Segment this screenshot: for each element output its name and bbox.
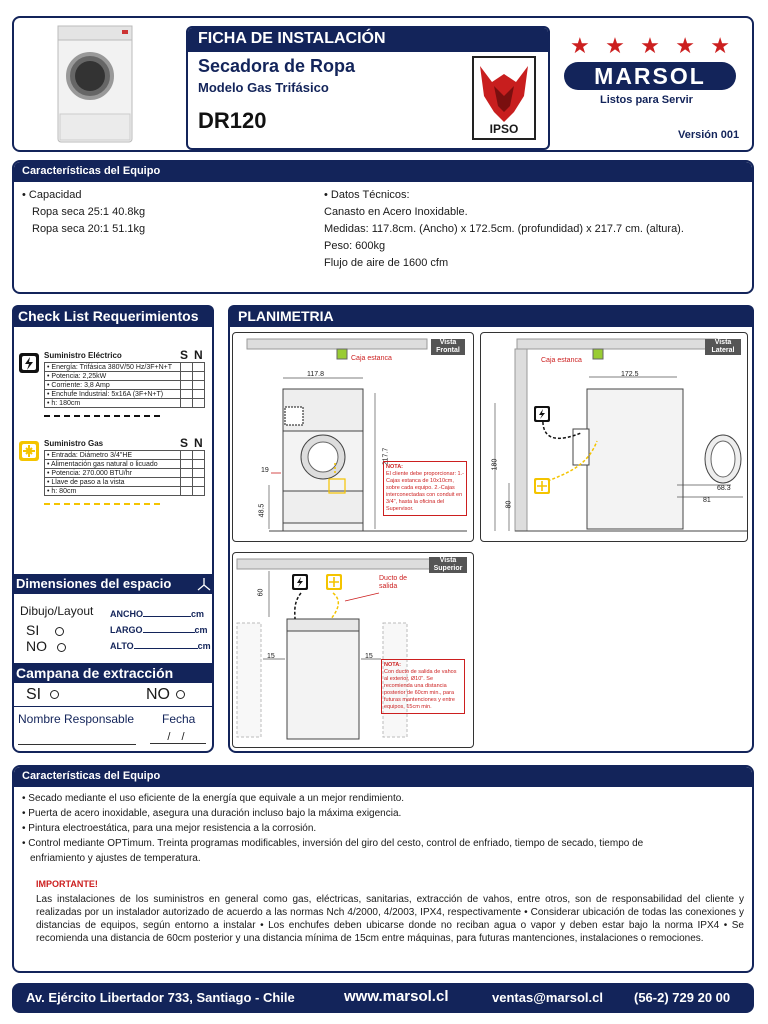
brand-name: MARSOL xyxy=(564,62,736,90)
option-label: SI xyxy=(26,622,40,638)
note-text: El cliente debe proporcionar: 1.- Cajas estanca de 10x10cm, sobre cada equipo. 2.-Cajas interconectadas con conduit en 3/4", hasta la oficina del Supervisor. xyxy=(386,471,464,512)
check-cell-n[interactable] xyxy=(193,381,205,390)
option-label: NO xyxy=(26,638,47,654)
dimension-label: 117.8 xyxy=(307,371,324,378)
characteristics-section xyxy=(12,160,754,294)
gas-label: Suministro Gas xyxy=(44,439,104,448)
unit-label: cm xyxy=(194,625,208,635)
largo-field[interactable] xyxy=(110,625,208,635)
check-cell-n[interactable] xyxy=(193,363,205,372)
electric-dash-line xyxy=(44,415,160,417)
radio-button[interactable] xyxy=(50,690,59,699)
requirement-cell: • Potencia: 2,25kW xyxy=(45,372,181,381)
table-row xyxy=(45,372,205,381)
title-box xyxy=(186,26,550,150)
star-icon: ★ xyxy=(710,33,730,58)
requirement-cell: • h: 80cm xyxy=(45,487,181,496)
requirement-cell: • Corriente: 3,8 Amp xyxy=(45,381,181,390)
tagline: Listos para Servir xyxy=(600,94,693,106)
capacity-line: • Capacidad xyxy=(22,189,82,201)
table-row xyxy=(45,451,205,460)
view-tag: Vista Superior xyxy=(429,557,467,573)
requirement-cell: • h: 180cm xyxy=(45,399,181,408)
characteristics-title: Características del Equipo xyxy=(14,162,752,182)
gas-icon xyxy=(18,440,40,462)
field-label: ALTO xyxy=(110,641,134,651)
note-title: NOTA: xyxy=(386,464,404,470)
model-code: DR120 xyxy=(198,108,267,133)
list-item: • Pintura electroestática, para una mejor resistencia a la corrosión. xyxy=(22,823,317,834)
option-label: NO xyxy=(146,686,170,703)
dimension-label: 180 xyxy=(491,458,499,471)
front-note xyxy=(383,461,467,516)
check-cell-s[interactable] xyxy=(181,487,193,496)
title-bar: FICHA DE INSTALACIÓN xyxy=(188,28,548,52)
check-cell-s[interactable] xyxy=(181,372,193,381)
electric-s-header: S xyxy=(180,348,189,362)
star-icon: ★ xyxy=(640,33,660,58)
electric-icon xyxy=(291,573,309,591)
star-icon: ★ xyxy=(570,33,590,58)
dimension-label: 15 xyxy=(267,653,275,660)
check-cell-n[interactable] xyxy=(193,469,205,478)
list-item: • Puerta de acero inoxidable, asegura una duración incluso bajo la máxima exigencia. xyxy=(22,808,402,819)
radio-button[interactable] xyxy=(55,627,64,636)
product-subtitle: Secadora de Ropa xyxy=(198,56,356,76)
hood-title: Campana de extracción xyxy=(12,663,214,683)
field-line[interactable] xyxy=(143,632,195,633)
requirement-cell: • Potencia: 270.000 BTU/hr xyxy=(45,469,181,478)
check-cell-n[interactable] xyxy=(193,451,205,460)
unit-label: cm xyxy=(197,641,211,651)
check-cell-n[interactable] xyxy=(193,390,205,399)
gas-icon xyxy=(325,573,343,591)
alto-field[interactable] xyxy=(110,641,211,651)
check-cell-n[interactable] xyxy=(193,399,205,408)
ipso-label: IPSO xyxy=(489,122,519,136)
table-row xyxy=(45,381,205,390)
table-row xyxy=(45,399,205,408)
dimensions-title-text: Dimensiones del espacio xyxy=(16,576,172,591)
field-label: ANCHO xyxy=(110,609,143,619)
electric-n-header: N xyxy=(194,348,203,362)
checklist-title: Check List Requerimientos xyxy=(12,305,214,327)
caja-label: Caja estanca xyxy=(541,357,582,364)
tech-line: • Datos Técnicos: xyxy=(324,189,410,201)
axes-icon xyxy=(196,576,212,592)
important-text: Las instalaciones de los suministros en general como gas, eléctricas, sanitarias, extracción de vahos, entre otros, son de responsabilidad del cliente y realizadas por un instalador autorizado de acuerdo a las normas Nch 4/2000, 4/2003, IPX4, respectivamente • Considerar ubicación de todas las conexiones y distancias de equipos, según entorno a instalar • Los enchufes deben ubicarse donde no reciban agua o vapor y deben estar bajo la norma IPX4 • Se recomienda una distancia de 60cm posterior y una distancia mínima de 15cm entre máquinas, para futuras mantenciones, instalaciones o remociones. xyxy=(36,894,744,944)
marsol-logo xyxy=(564,33,736,90)
drawing-no-option[interactable] xyxy=(26,638,66,654)
dimension-label: 60 xyxy=(257,588,265,597)
table-row xyxy=(45,363,205,372)
dimension-label: 217.7 xyxy=(382,447,390,466)
dimension-label: 172.5 xyxy=(621,371,639,378)
gas-s-header: S xyxy=(180,436,189,450)
electric-checklist-table xyxy=(44,362,205,408)
drawing-si-option[interactable] xyxy=(26,622,64,638)
tech-line: Flujo de aire de 1600 cfm xyxy=(324,257,449,269)
dimension-label: 48.5 xyxy=(258,503,266,518)
table-row xyxy=(45,390,205,399)
tech-data-block xyxy=(324,187,750,272)
check-cell-s[interactable] xyxy=(181,381,193,390)
model-line: Modelo Gas Trifásico xyxy=(198,80,329,95)
dryer-product-photo xyxy=(44,22,146,146)
check-cell-s[interactable] xyxy=(181,390,193,399)
side-view-drawing xyxy=(481,333,748,542)
list-item: enfriamiento y ajustes de temperatura. xyxy=(30,853,201,864)
gas-icon xyxy=(533,477,551,495)
features-list xyxy=(22,791,746,866)
tech-line: Canasto en Acero Inoxidable. xyxy=(324,206,468,218)
field-label: LARGO xyxy=(110,625,143,635)
footer-phone: (56-2) 729 20 00 xyxy=(634,990,731,1005)
caja-label: Caja estanca xyxy=(351,355,392,362)
requirement-cell: • Alimentación gas natural o licuado xyxy=(45,460,181,469)
field-line[interactable] xyxy=(143,616,191,617)
check-cell-s[interactable] xyxy=(181,478,193,487)
electric-icon xyxy=(18,352,40,374)
tech-line: Medidas: 117.8cm. (Ancho) x 172.5cm. (profundidad) x 217.7 cm. (altura). xyxy=(324,223,684,235)
top-view-drawing xyxy=(233,553,474,748)
view-tag: Vista Frontal xyxy=(431,339,465,355)
divider xyxy=(14,706,212,707)
footer xyxy=(12,983,754,1013)
table-row xyxy=(45,478,205,487)
option-label: SI xyxy=(26,686,42,703)
requirement-cell: • Entrada: Diámetro 3/4"HE xyxy=(45,451,181,460)
check-cell-n[interactable] xyxy=(193,372,205,381)
field-line[interactable] xyxy=(134,648,198,649)
dimension-label: 81 xyxy=(703,497,711,504)
radio-button[interactable] xyxy=(176,690,185,699)
duct-label: Ducto de salida xyxy=(379,575,408,590)
requirement-cell: • Energía: Trifásica 380V/50 Hz/3F+N+T xyxy=(45,363,181,372)
requirement-cell: • Llave de paso a la vista xyxy=(45,478,181,487)
drawing-label: Dibujo/Layout xyxy=(20,604,94,618)
check-cell-s[interactable] xyxy=(181,469,193,478)
check-cell-s[interactable] xyxy=(181,399,193,408)
hood-si-option[interactable] xyxy=(26,686,59,704)
note-text: Con ducto de salida de vahos al exterior, Ø10". Se recomienda una distancia posterior de 60cm min., para futuras mantenciones y entre equipos, 15cm min. xyxy=(384,669,457,710)
gas-n-header: N xyxy=(194,436,203,450)
date-label: Fecha xyxy=(162,712,196,726)
gas-dash-line xyxy=(44,503,160,505)
table-row xyxy=(45,469,205,478)
version-label: Versión 001 xyxy=(678,129,740,141)
note-title: NOTA: xyxy=(384,662,402,668)
capacity-line: Ropa seca 20:1 51.1kg xyxy=(32,223,146,235)
top-note xyxy=(381,659,465,714)
table-row xyxy=(45,460,205,469)
ipso-logo xyxy=(472,56,536,140)
check-cell-s[interactable] xyxy=(181,460,193,469)
view-tag: Vista Lateral xyxy=(705,339,741,355)
responsible-field[interactable] xyxy=(18,744,136,745)
dimensions-form xyxy=(14,596,212,660)
electric-icon xyxy=(533,405,551,423)
important-label: IMPORTANTE! xyxy=(36,879,98,889)
dimensions-title xyxy=(12,574,214,594)
table-row xyxy=(45,487,205,496)
features-title: Características del Equipo xyxy=(14,767,752,787)
front-view xyxy=(232,332,474,542)
footer-web-link[interactable]: www.marsol.cl xyxy=(344,988,449,1005)
stars-row xyxy=(564,33,736,58)
star-icon: ★ xyxy=(605,33,625,58)
list-item: • Secado mediante el uso eficiente de la energía que equivale a un mejor rendimiento. xyxy=(22,793,405,804)
planimetria-title: PLANIMETRIA xyxy=(228,305,754,327)
check-cell-s[interactable] xyxy=(181,451,193,460)
footer-email-link[interactable]: ventas@marsol.cl xyxy=(492,990,603,1005)
side-view xyxy=(480,332,748,542)
features-section xyxy=(12,765,754,973)
responsible-label: Nombre Responsable xyxy=(18,712,135,726)
check-cell-n[interactable] xyxy=(193,478,205,487)
dimension-label: 19 xyxy=(261,467,269,474)
gas-checklist-table xyxy=(44,450,205,496)
dimension-label: 15 xyxy=(365,653,373,660)
star-icon: ★ xyxy=(675,33,695,58)
unit-label: cm xyxy=(191,609,205,619)
dimension-label: 80 xyxy=(505,500,513,509)
check-cell-s[interactable] xyxy=(181,363,193,372)
list-item: • Control mediante OPTimum. Treinta programas modificables, inversión del giro del cesto, control de enfriado, tiempo de secado, tiempo de xyxy=(22,838,644,849)
date-field[interactable]: / / xyxy=(150,731,206,744)
top-view xyxy=(232,552,474,748)
check-cell-n[interactable] xyxy=(193,460,205,469)
ancho-field[interactable] xyxy=(110,609,204,619)
requirement-cell: • Enchufe Industrial: 5x16A (3F+N+T) xyxy=(45,390,181,399)
capacity-block xyxy=(22,187,312,238)
tech-line: Peso: 600kg xyxy=(324,240,386,252)
electric-label: Suministro Eléctrico xyxy=(44,351,122,360)
dimension-label: 68.3 xyxy=(717,485,731,492)
check-cell-n[interactable] xyxy=(193,487,205,496)
hood-no-option[interactable] xyxy=(146,686,185,704)
radio-button[interactable] xyxy=(57,643,66,652)
footer-address: Av. Ejército Libertador 733, Santiago - Chile xyxy=(26,990,295,1005)
capacity-line: Ropa seca 25:1 40.8kg xyxy=(32,206,146,218)
